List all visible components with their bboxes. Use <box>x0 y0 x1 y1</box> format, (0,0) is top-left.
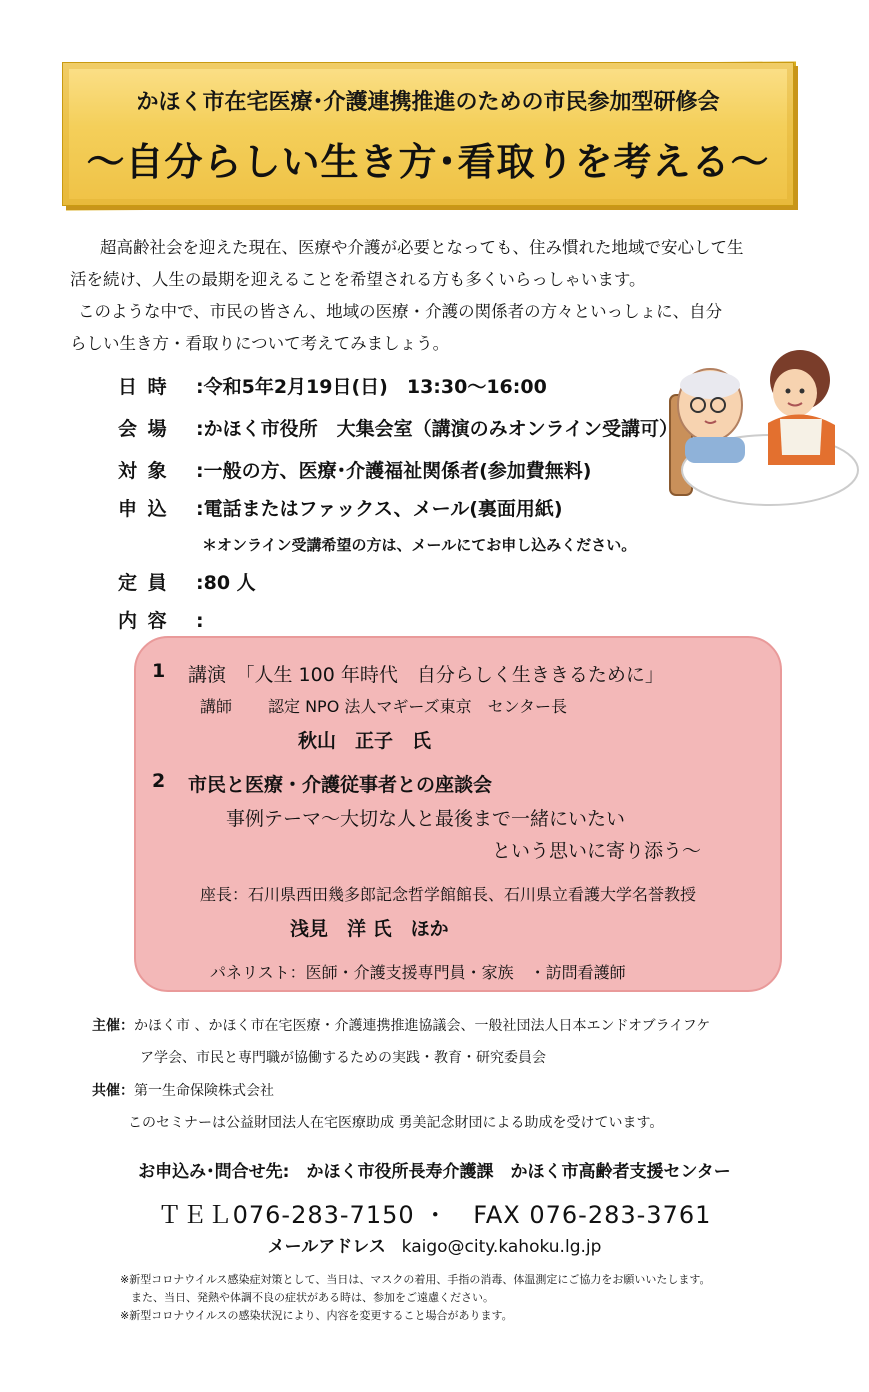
organizer-block <box>92 1015 812 1035</box>
email-line <box>0 1232 869 1257</box>
venue-value: :かほく市役所 大集会室（講演のみオンライン受講可） <box>196 418 679 440</box>
venue-label: 会 場 <box>118 418 169 440</box>
date-label: 日 時 <box>118 376 169 398</box>
item2-number: 2 <box>152 770 166 792</box>
apply-value: :電話またはファックス、メール(裏面用紙) <box>196 498 563 520</box>
banner-panel <box>62 62 794 206</box>
date-value: :令和5年2月19日(日) 13:30～16:00 <box>196 376 547 398</box>
info-target <box>118 456 591 483</box>
capacity-label: 定 員 <box>118 572 169 594</box>
title-banner <box>62 62 802 212</box>
info-date <box>118 372 547 399</box>
email-address[interactable]: kaigo@city.kahoku.lg.jp <box>401 1237 602 1257</box>
content-value: : <box>196 610 204 632</box>
chair-name: 浅見 洋 氏 ほか <box>290 918 449 940</box>
lecturer-name: 秋山 正子 氏 <box>298 730 432 752</box>
contact-heading: お申込み･問合せ先: かほく市役所長寿介護課 かほく市高齢者支援センター <box>138 1162 731 1182</box>
cosponsor-name: 第一生命保険株式会社 <box>134 1083 274 1099</box>
organizer-label: 主催： <box>92 1018 134 1034</box>
info-venue <box>118 414 678 441</box>
intro-line-4: らしい生き方・看取りについて考えてみましょう。 <box>70 334 450 353</box>
theme-line-2: という思いに寄り添う～ <box>492 840 702 862</box>
event-subtitle: ～自分らしい生き方･看取りを考える～ <box>86 140 770 184</box>
organizer-line-1: かほく市 、かほく市在宅医療・介護連携推進協議会、一般社団法人日本エンドオブライフケ <box>134 1018 711 1034</box>
apply-note: ＊オンライン受講希望の方は、メールにてお申し込みください。 <box>202 536 637 554</box>
program-panel <box>134 636 782 992</box>
intro-line-2: 活を続け、人生の最期を迎えることを希望される方も多くいらっしゃいます。 <box>70 270 646 289</box>
item1-title: 講演 「人生 100 年時代 自分らしく生ききるために」 <box>188 664 664 686</box>
target-value: :一般の方、医療･介護福祉関係者(参加費無料) <box>196 460 592 482</box>
email-label: メールアドレス <box>267 1237 386 1257</box>
lecturer-label: 講師 <box>200 697 233 716</box>
note-line-3: ※新型コロナウイルスの感染状況により、内容を変更すること場合があります。 <box>120 1309 513 1322</box>
chair-line: 座長：石川県西田幾多郎記念哲学館館長、石川県立看護大学名誉教授 <box>200 885 697 904</box>
cosponsor-label: 共催： <box>92 1083 134 1099</box>
note-line-1: ※新型コロナウイルス感染症対策として、当日は、マスクの着用、手指の消毒、体温測定にご協力をお願いいたします。 <box>120 1273 711 1286</box>
lecturer-org: 認定 NPO 法人マギーズ東京 センター長 <box>268 697 567 716</box>
info-content <box>118 606 204 633</box>
grant-text: このセミナーは公益財団法人在宅医療助成 勇美記念財団による助成を受けています。 <box>128 1115 664 1131</box>
caregiver-illustration <box>650 345 860 510</box>
capacity-value: :80 人 <box>196 572 256 594</box>
tel-fax: ＴＥＬ076-283-7150 ・ FAX 076-283-3761 <box>157 1201 712 1229</box>
panelists-line: パネリスト：医師・介護支援専門員・家族 ・訪問看護師 <box>210 963 626 982</box>
target-label: 対 象 <box>118 460 169 482</box>
intro-text <box>70 232 812 360</box>
theme-line-1: 事例テーマ～大切な人と最後まで一緒にいたい <box>226 808 626 830</box>
content-label: 内 容 <box>118 610 169 632</box>
intro-line-1: 超高齢社会を迎えた現在、医療や介護が必要となっても、住み慣れた地域で安心して生 <box>100 238 744 257</box>
note-line-2: また、当日、発熱や体調不良の症状がある時は、参加をご遠慮ください。 <box>120 1291 494 1304</box>
info-capacity <box>118 568 256 595</box>
intro-line-3: このような中で、市民の皆さん、地域の医療・介護の関係者の方々といっしょに、自分 <box>78 302 723 321</box>
organizer-line-2: ア学会、市民と専門職が協働するための実践・教育・研究委員会 <box>140 1050 546 1066</box>
info-apply <box>118 494 563 521</box>
apply-label: 申 込 <box>118 498 169 520</box>
cosponsor-block <box>92 1080 812 1100</box>
item2-title: 市民と医療・介護従事者との座談会 <box>188 774 493 796</box>
event-title: かほく市在宅医療･介護連携推進のための市民参加型研修会 <box>136 90 720 115</box>
item1-number: 1 <box>152 660 166 682</box>
